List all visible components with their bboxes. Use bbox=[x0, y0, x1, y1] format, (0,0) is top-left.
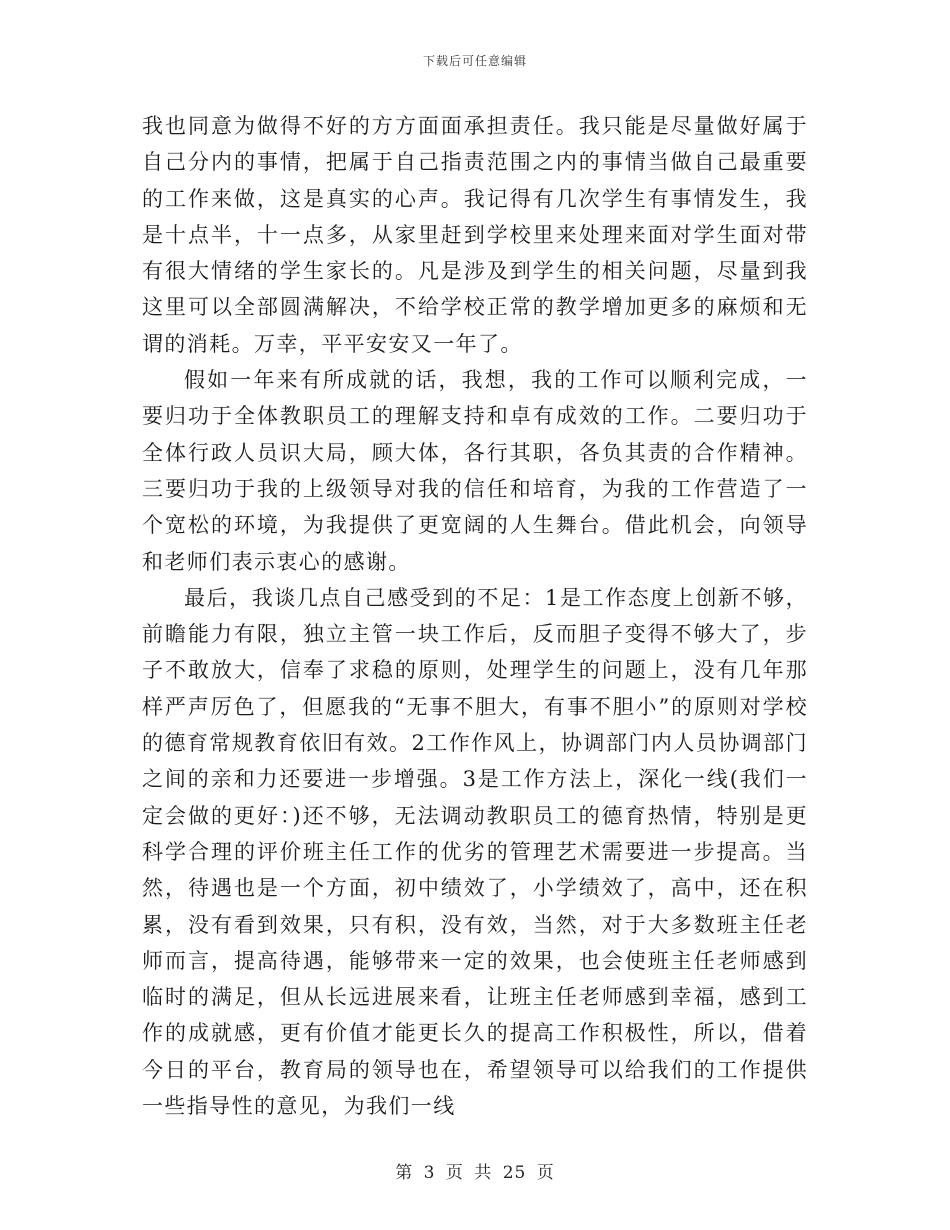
page-number-footer: 第 3 页 共 25 页 bbox=[395, 1163, 555, 1183]
page-header: 下载后可任意编辑 bbox=[422, 54, 527, 68]
paragraph-2: 假如一年来有所成就的话，我想，我的工作可以顺利完成，一要归功于全体教职员工的理解支持和卓有成效的工作。二要归功于全体行政人员识大局，顾大体，各行其职，各负其责的合作精神。三要归功于我的上级领导对我的信任和培育，为我的工作营造了一个宽松的环境，为我提供了更宽阔的人生舞台。借此机会，向领导和老师们表示衷心的感谢。 bbox=[142, 368, 808, 574]
paragraph-1: 我也同意为做得不好的方方面面承担责任。我只能是尽量做好属于自己分内的事情，把属于自己指责范围之内的事情当做自己最重要的工作来做，这是真实的心声。我记得有几次学生有事情发生，我是十点半，十一点多，从家里赶到学校里来处理来面对学生面对带有很大情绪的学生家长的。凡是涉及到学生的相关问题，尽量到我这里可以全部圆满解决，不给学校正常的教学增加更多的麻烦和无谓的消耗。万幸，平平安安又一年了。 bbox=[142, 114, 808, 356]
paragraph-3: 最后，我谈几点自己感受到的不足：1是工作态度上创新不够，前瞻能力有限，独立主管一块工作后，反而胆子变得不够大了，步子不敢放大，信奉了求稳的原则，处理学生的问题上，没有几年那样严声厉色了，但愿我的“无事不胆大，有事不胆小”的原则对学校的德育常规教育依旧有效。2工作作风上，协调部门内人员协调部门之间的亲和力还要进一步增强。3是工作方法上，深化一线(我们一定会做的更好：)还不够，无法调动教职员工的德育热情，特别是更科学合理的评价班主任工作的优劣的管理艺术需要进一步提高。当然，待遇也是一个方面，初中绩效了，小学绩效了，高中，还在积累，没有看到效果，只有积，没有效，当然，对于大多数班主任老师而言，提高待遇，能够带来一定的效果，也会使班主任老师感到临时的满足，但从长远进展来看，让班主任老师感到幸福，感到工作的成就感，更有价值才能更长久的提高工作积极性，所以，借着今日的平台，教育局的领导也在，希望领导可以给我们的工作提供一些指导性的意见，为我们一线 bbox=[142, 585, 808, 1119]
document-body bbox=[142, 108, 808, 1124]
